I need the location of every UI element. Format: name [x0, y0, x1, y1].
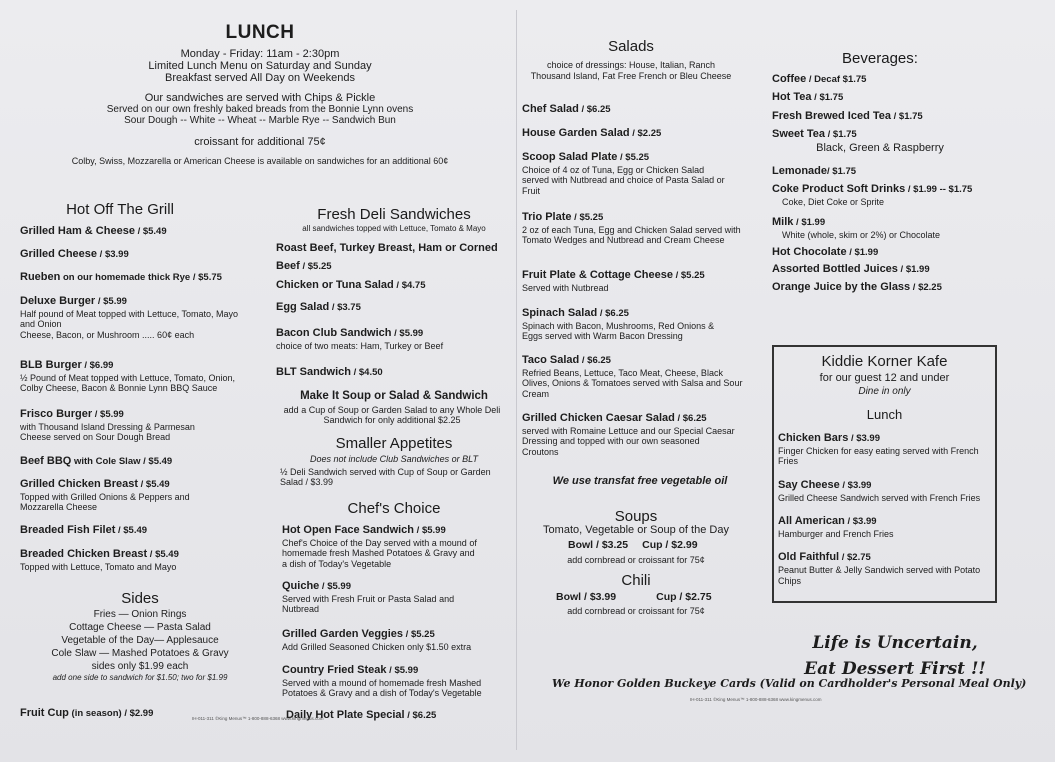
deli-item: Roast Beef, Turkey Breast, Ham or Corned Beef / $5.25	[276, 242, 498, 272]
salad-dressings-1: choice of dressings: House, Italian, Ranch	[546, 60, 716, 70]
deli-item: BLT Sandwich / $4.50	[276, 366, 383, 378]
lunch-breakfast: Breakfast served All Day on Weekends	[165, 72, 355, 84]
salad-dressings-2: Thousand Island, Fat Free French or Bleu Cheese	[530, 71, 732, 81]
grill-item: Beef BBQ with Cole Slaw / $5.49	[20, 455, 173, 467]
grill-title: Hot Off The Grill	[66, 201, 174, 218]
lunch-limited: Limited Lunch Menu on Saturday and Sunday	[148, 60, 372, 72]
salad-item: Taco Salad / $6.25 Refried Beans, Lettuce, Taco Meat, Cheese, Black Olives, Onions & Tomatoes served with Salsa and Sour Cream	[522, 354, 743, 399]
deli-item: Bacon Club Sandwich / $5.99 choice of two meats: Ham, Turkey or Beef	[276, 327, 444, 351]
chefs-item: Country Fried Steak / $5.99 Served with a mound of homemade fresh Mashed Potatoes & Gravy and a dish of Today's Vegetable	[282, 664, 482, 699]
grill-item: Rueben on our homemade thick Rye / $5.75	[20, 271, 222, 283]
appetites-note: Does not include Club Sandwiches or BLT	[310, 454, 478, 464]
deli-subtitle: all sandwiches topped with Lettuce, Tomato & Mayo	[302, 224, 486, 233]
beverage-item: Fresh Brewed Iced Tea / $1.75	[772, 110, 923, 122]
grill-item: Frisco Burger / $5.99 with Thousand Island Dressing & Parmesan Cheese served on Sour Dough Bread	[20, 408, 195, 443]
transfat-note: We use transfat free vegetable oil	[552, 475, 728, 487]
chili-prices: Bowl / $3.99 Cup / $2.75	[556, 591, 712, 603]
printer-credit-right: IH-011-311 ©King Menus™ 1-800-888-6368 www.kingmenus.com	[690, 697, 822, 702]
grill-item: Grilled Cheese / $3.99	[20, 248, 129, 260]
deli-title: Fresh Deli Sandwiches	[317, 206, 471, 223]
kiddie-title: Kiddie Korner Kafe	[821, 353, 948, 370]
salads-title: Salads	[608, 38, 654, 55]
column-deli	[276, 0, 512, 762]
salad-item: Spinach Salad / $6.25 Spinach with Bacon, Mushrooms, Red Onions & Eggs served with Warm Bacon Dressing	[522, 307, 715, 342]
salad-item: Grilled Chicken Caesar Salad / $6.25 served with Romaine Lettuce and our Special Caesar Dressing and topped with our own seasoned Croutons	[522, 412, 735, 457]
kiddie-dine: Dine in only	[858, 386, 911, 397]
eat-dessert: Eat Dessert First !!	[804, 659, 986, 679]
salad-item: House Garden Salad / $2.25	[522, 127, 662, 139]
chefs-item: Grilled Garden Veggies / $5.25 Add Grilled Seasoned Chicken only $1.50 extra	[282, 628, 472, 652]
chefs-title: Chef's Choice	[347, 500, 441, 517]
cheese-note: Colby, Swiss, Mozzarella or American Cheese is available on sandwiches for an additional 60¢	[71, 156, 449, 166]
beverage-item: Coke Product Soft Drinks / $1.99 -- $1.75 Coke, Diet Coke or Sprite	[772, 183, 973, 207]
salad-item: Chef Salad / $6.25	[522, 103, 611, 115]
lunch-title: LUNCH	[225, 22, 295, 43]
beverages-title: Beverages:	[842, 50, 918, 67]
life-uncertain: Life is Uncertain,	[812, 633, 978, 653]
chefs-item: Hot Open Face Sandwich / $5.99 Chef's Choice of the Day served with a mound of homemade fresh Mashed Potatoes & Gravy and a dish of Today's Vegetable	[282, 524, 477, 569]
sides-title: Sides	[121, 590, 159, 607]
beverage-item: Coffee / Decaf $1.75	[772, 73, 867, 85]
croissant-note: croissant for additional 75¢	[194, 136, 326, 148]
beverage-item: Hot Tea / $1.75	[772, 91, 844, 103]
page-fold	[516, 10, 517, 750]
appetites-title: Smaller Appetites	[335, 435, 453, 452]
beverage-item: Hot Chocolate / $1.99	[772, 246, 879, 258]
soups-title: Soups	[614, 508, 658, 525]
beverage-item: Assorted Bottled Juices / $1.99	[772, 263, 930, 275]
salad-item: Scoop Salad Plate / $5.25 Choice of 4 oz of Tuna, Egg or Chicken Salad served with Nutbread and choice of Pasta Salad or Fruit	[522, 151, 725, 196]
column-grill	[20, 0, 266, 762]
beverage-item: Milk / $1.99 White (whole, skim or 2%) or Chocolate	[772, 216, 941, 240]
chefs-item: Quiche / $5.99 Served with Fresh Fruit or Pasta Salad and Nutbread	[282, 580, 455, 615]
deli-item: Chicken or Tuna Salad / $4.75	[276, 279, 426, 291]
beverage-item: Sweet Tea / $1.75	[772, 128, 857, 140]
chili-note: add cornbread or croissant for 75¢	[567, 606, 705, 616]
sandwich-note-2: Served on our own freshly baked breads from the Bonnie Lynn ovens	[106, 104, 414, 115]
soup-sandwich-title: Make It Soup or Salad & Sandwich	[300, 390, 488, 402]
chefs-item: Daily Hot Plate Special / $6.25	[286, 709, 437, 721]
sweet-tea-flavors: Black, Green & Raspberry	[816, 142, 944, 154]
grill-item: Breaded Fish Filet / $5.49	[20, 524, 148, 536]
soups-prices: Bowl / $3.25 Cup / $2.99	[568, 539, 698, 551]
deli-item: Egg Salad / $3.75	[276, 301, 361, 313]
grill-item: Grilled Chicken Breast / $5.49 Topped with Grilled Onions & Peppers and Mozzarella Cheese	[20, 478, 190, 513]
salad-item: Trio Plate / $5.25 2 oz of each Tuna, Egg and Chicken Salad served with Tomato Wedges and Nutbread and Cream Cheese	[522, 211, 741, 246]
soups-note: add cornbread or croissant for 75¢	[567, 555, 705, 565]
soup-sandwich-desc: add a Cup of Soup or Garden Salad to any Whole Deli Sandwich for only additional $2.25	[283, 405, 501, 426]
chili-title: Chili	[621, 572, 651, 589]
grill-item: Breaded Chicken Breast / $5.49 Topped with Lettuce, Tomato and Mayo	[20, 548, 179, 572]
column-salads	[520, 0, 766, 762]
sides-list: Fries — Onion Rings Cottage Cheese — Pasta Salad Vegetable of the Day— Applesauce Cole Slaw — Mashed Potatoes & Gravy sides only $1.99 each add one side to sandwich for $1.50; two for $1.99	[51, 609, 229, 682]
appetites-desc: ½ Deli Sandwich served with Cup of Soup or Garden Salad / $3.99	[280, 467, 491, 488]
beverage-item: Lemonade/ $1.75	[772, 165, 857, 177]
soups-desc: Tomato, Vegetable or Soup of the Day	[543, 524, 729, 536]
salad-item: Fruit Plate & Cottage Cheese / $5.25 Served with Nutbread	[522, 269, 705, 293]
grill-item: Deluxe Burger / $5.99 Half pound of Meat topped with Lettuce, Tomato, Mayo and Onion Cheese, Bacon, or Mushroom ..... 60¢ each	[20, 295, 238, 340]
kiddie-korner-box	[772, 345, 997, 603]
sandwich-note-1: Our sandwiches are served with Chips & Pickle	[144, 92, 376, 104]
fruit-cup-item: Fruit Cup (in season) / $2.99	[20, 707, 154, 719]
kiddie-item: Chicken Bars / $3.99 Finger Chicken for easy eating served with French Fries	[778, 432, 979, 467]
grill-item: Grilled Ham & Cheese / $5.49	[20, 225, 167, 237]
kiddie-lunch: Lunch	[866, 407, 903, 422]
kiddie-items	[774, 428, 995, 586]
kiddie-item: Old Faithful / $2.75 Peanut Butter & Jelly Sandwich served with Potato Chips	[778, 551, 981, 586]
lunch-hours: Monday - Friday: 11am - 2:30pm	[180, 48, 340, 60]
bread-choices: Sour Dough -- White -- Wheat -- Marble Rye -- Sandwich Bun	[124, 115, 396, 126]
grill-item: BLB Burger / $6.99 ½ Pound of Meat topped with Lettuce, Tomato, Onion, Colby Cheese, Bacon & Bonnie Lynn BBQ Sauce	[20, 359, 235, 394]
kiddie-subtitle: for our guest 12 and under	[819, 372, 950, 384]
printer-credit-left: IH-011-311 ©King Menus™ 1-800-888-6368 www.kingmenus.com	[192, 716, 324, 721]
kiddie-item: Say Cheese / $3.99 Grilled Cheese Sandwich served with French Fries	[778, 478, 981, 503]
buckeye-note: We Honor Golden Buckeye Cards (Valid on Cardholder's Personal Meal Only)	[552, 677, 1027, 690]
kiddie-item: All American / $3.99 Hamburger and French Fries	[778, 515, 894, 540]
beverage-item: Orange Juice by the Glass / $2.25	[772, 281, 942, 293]
